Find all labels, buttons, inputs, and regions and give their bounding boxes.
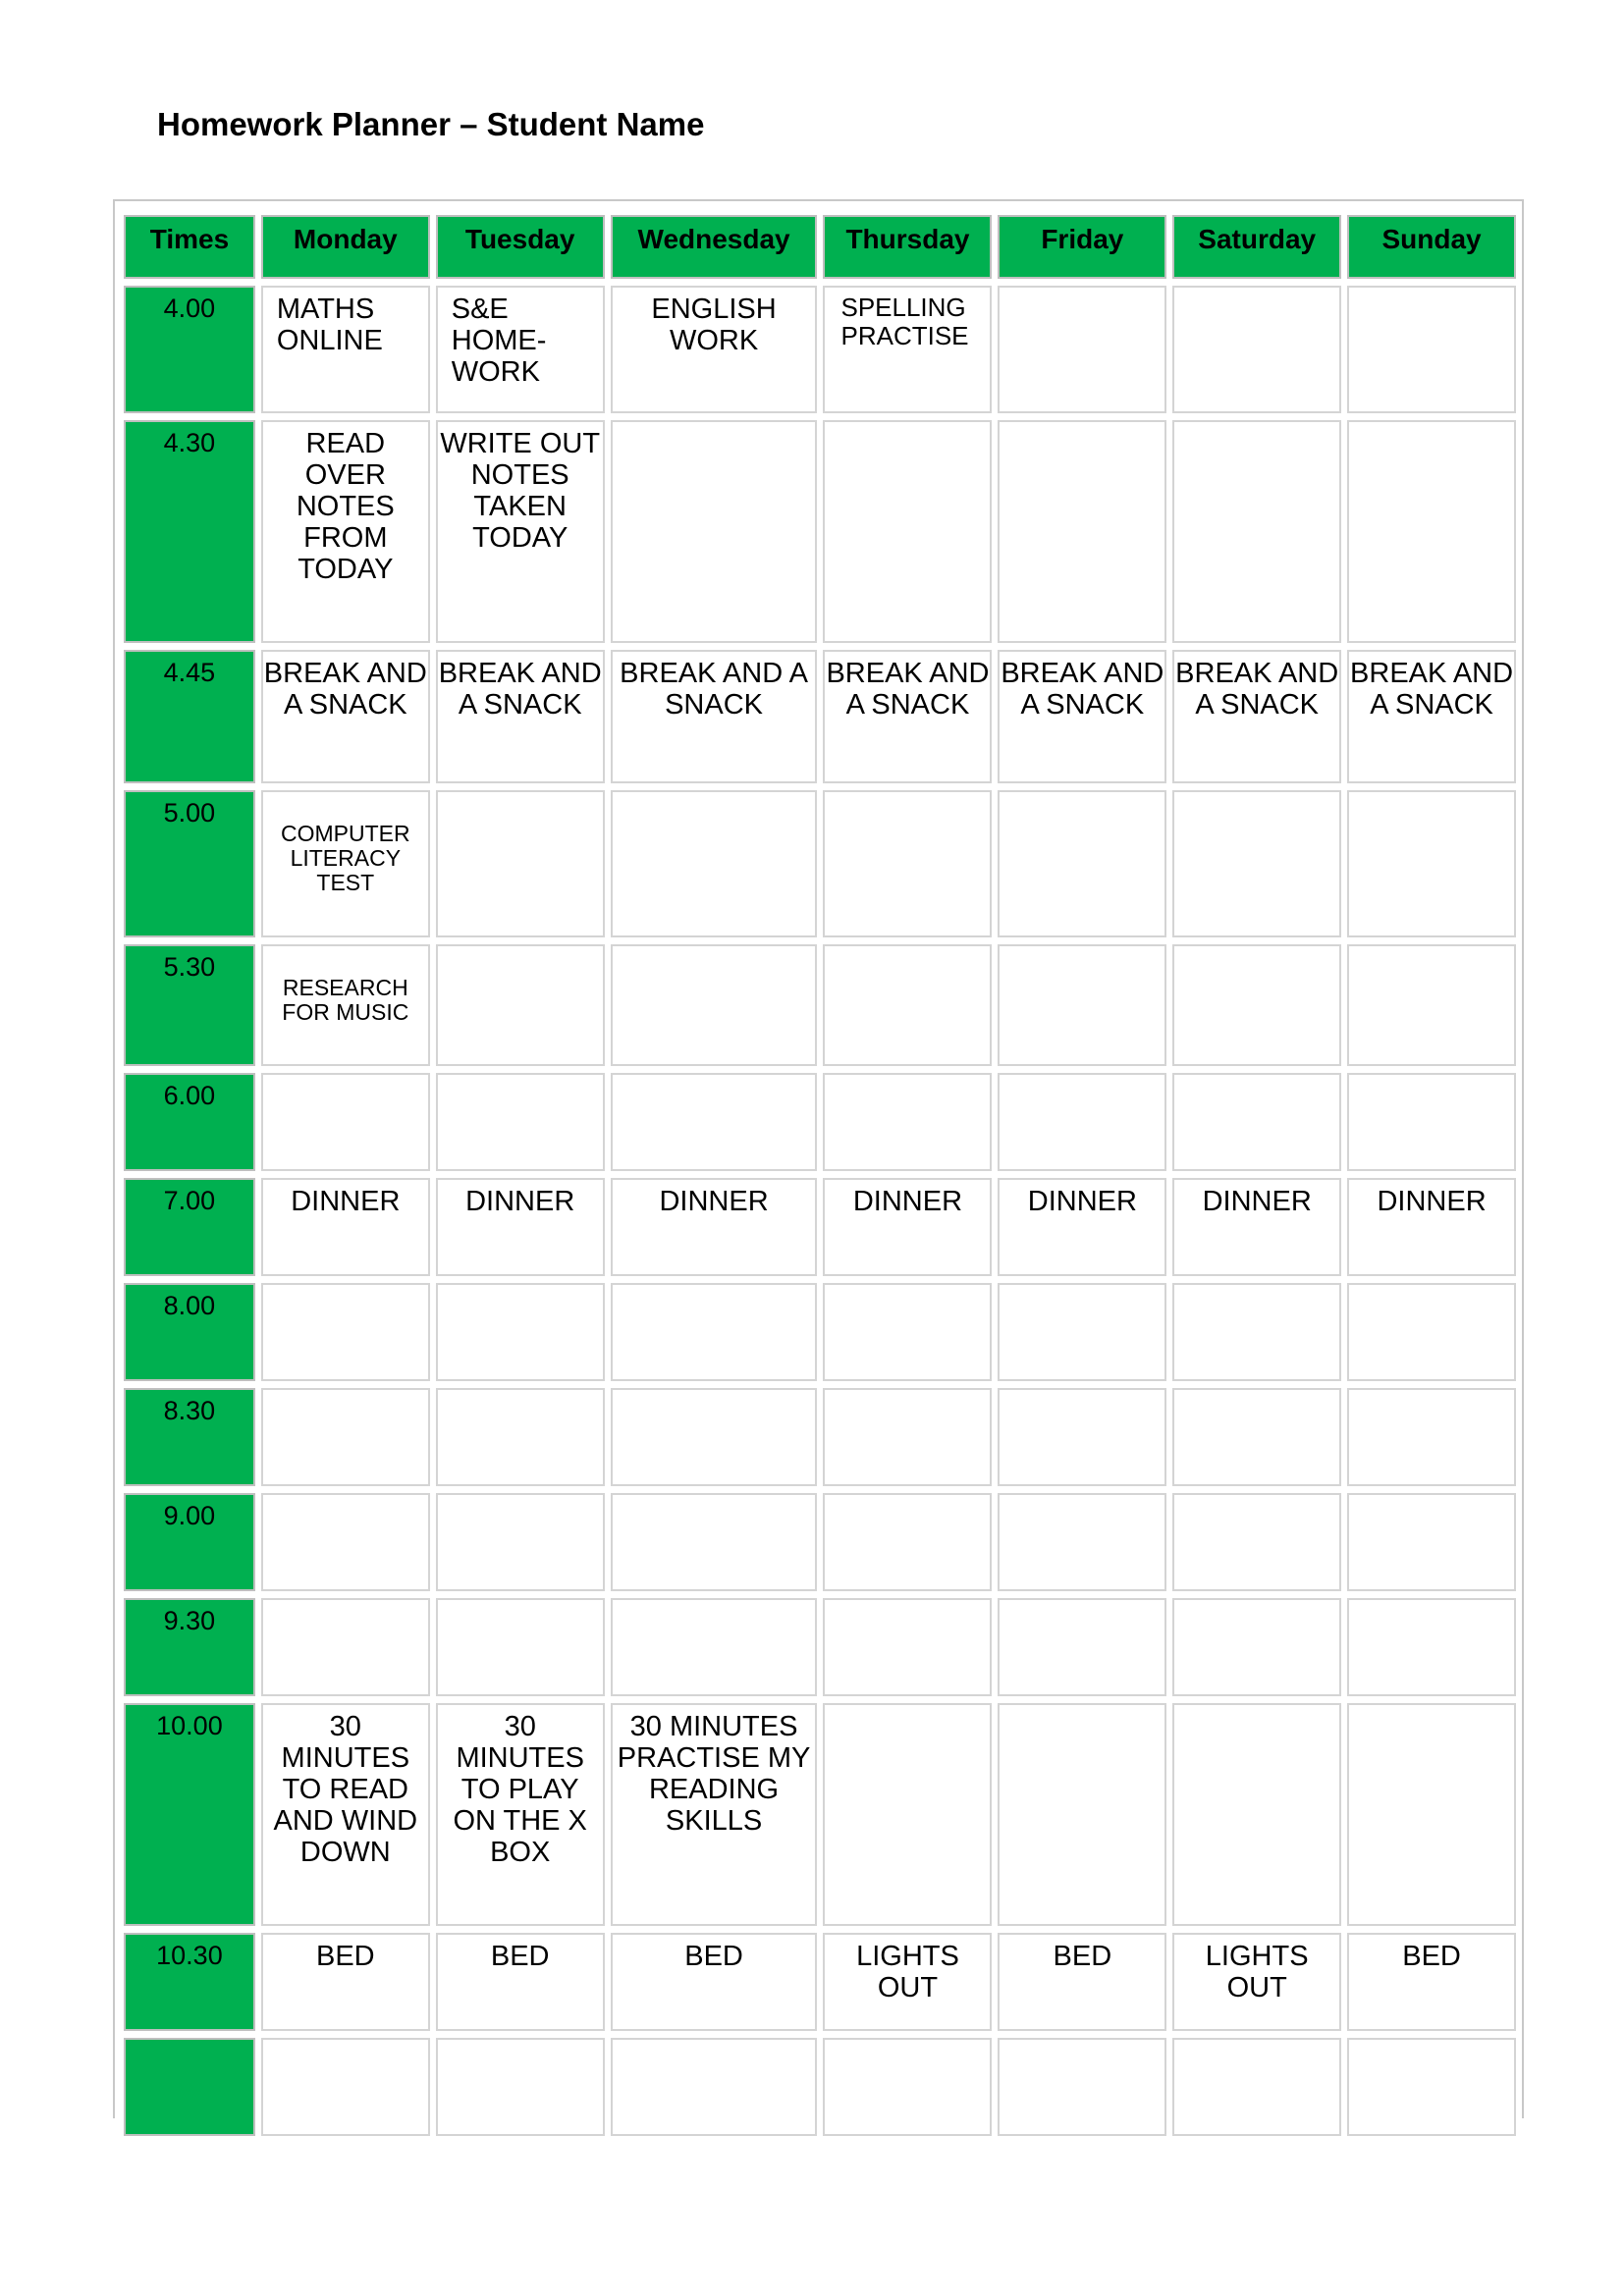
- cell-friday: BREAK AND A SNACK: [998, 650, 1166, 783]
- cell-monday: BED: [261, 1933, 430, 2031]
- cell-friday: [998, 1493, 1166, 1591]
- cell-tuesday: [436, 790, 605, 937]
- cell-monday: RESEARCH FOR MUSIC: [261, 944, 430, 1066]
- table-row: [124, 944, 1516, 1066]
- time-cell: 9.00: [124, 1493, 255, 1591]
- cell-saturday: [1172, 286, 1341, 413]
- time-cell: 4.45: [124, 650, 255, 783]
- cell-monday: MATHS ONLINE: [261, 286, 430, 413]
- table-row: [124, 1388, 1516, 1486]
- cell-tuesday: [436, 2038, 605, 2136]
- table-row: [124, 1598, 1516, 1696]
- time-cell: 10.00: [124, 1703, 255, 1926]
- cell-wednesday: [611, 2038, 818, 2136]
- cell-wednesday: [611, 944, 818, 1066]
- cell-monday: [261, 1388, 430, 1486]
- cell-thursday: [823, 420, 992, 643]
- cell-monday: [261, 1073, 430, 1171]
- cell-saturday: BREAK AND A SNACK: [1172, 650, 1341, 783]
- table-row: [124, 286, 1516, 413]
- cell-tuesday: DINNER: [436, 1178, 605, 1276]
- cell-wednesday: [611, 1598, 818, 1696]
- cell-saturday: [1172, 944, 1341, 1066]
- cell-monday: [261, 1283, 430, 1381]
- cell-tuesday: S&E HOME-WORK: [436, 286, 605, 413]
- cell-wednesday: [611, 1493, 818, 1591]
- cell-tuesday: WRITE OUT NOTES TAKEN TODAY: [436, 420, 605, 643]
- cell-thursday: [823, 790, 992, 937]
- table-row: [124, 650, 1516, 783]
- header-sunday: Sunday: [1347, 215, 1516, 279]
- cell-sunday: [1347, 1493, 1516, 1591]
- cell-monday: BREAK AND A SNACK: [261, 650, 430, 783]
- cell-friday: BED: [998, 1933, 1166, 2031]
- cell-saturday: [1172, 1388, 1341, 1486]
- cell-tuesday: [436, 1388, 605, 1486]
- cell-sunday: [1347, 790, 1516, 937]
- cell-thursday: LIGHTS OUT: [823, 1933, 992, 2031]
- cell-friday: [998, 2038, 1166, 2136]
- time-cell: 4.30: [124, 420, 255, 643]
- cell-sunday: [1347, 1703, 1516, 1926]
- time-cell: 6.00: [124, 1073, 255, 1171]
- cell-wednesday: DINNER: [611, 1178, 818, 1276]
- header-thursday: Thursday: [823, 215, 992, 279]
- header-friday: Friday: [998, 215, 1166, 279]
- cell-thursday: [823, 1283, 992, 1381]
- cell-sunday: [1347, 286, 1516, 413]
- cell-monday: 30 MINUTES TO READ AND WIND DOWN: [261, 1703, 430, 1926]
- cell-monday: [261, 1598, 430, 1696]
- cell-wednesday: ENGLISH WORK: [611, 286, 818, 413]
- cell-tuesday: [436, 1073, 605, 1171]
- table-row: [124, 1933, 1516, 2031]
- header-tuesday: Tuesday: [436, 215, 605, 279]
- table-row: [124, 2038, 1516, 2136]
- cell-wednesday: [611, 420, 818, 643]
- homework-planner-table: [113, 199, 1524, 2118]
- cell-thursday: [823, 1703, 992, 1926]
- cell-tuesday: [436, 1493, 605, 1591]
- cell-sunday: BED: [1347, 1933, 1516, 2031]
- cell-friday: [998, 1283, 1166, 1381]
- cell-wednesday: [611, 1388, 818, 1486]
- cell-saturday: [1172, 1493, 1341, 1591]
- cell-saturday: [1172, 420, 1341, 643]
- page-title: Homework Planner – Student Name: [157, 106, 705, 142]
- cell-friday: [998, 420, 1166, 643]
- cell-friday: [998, 1598, 1166, 1696]
- cell-saturday: [1172, 790, 1341, 937]
- cell-saturday: [1172, 1598, 1341, 1696]
- table-row: [124, 790, 1516, 937]
- time-cell: 5.00: [124, 790, 255, 937]
- cell-sunday: [1347, 1598, 1516, 1696]
- cell-monday: [261, 1493, 430, 1591]
- header-saturday: Saturday: [1172, 215, 1341, 279]
- cell-thursday: [823, 1388, 992, 1486]
- header-row: [124, 215, 1516, 279]
- cell-sunday: [1347, 1283, 1516, 1381]
- time-cell: [124, 2038, 255, 2136]
- cell-tuesday: BREAK AND A SNACK: [436, 650, 605, 783]
- cell-friday: DINNER: [998, 1178, 1166, 1276]
- cell-wednesday: BED: [611, 1933, 818, 2031]
- cell-sunday: [1347, 2038, 1516, 2136]
- cell-saturday: [1172, 2038, 1341, 2136]
- cell-sunday: DINNER: [1347, 1178, 1516, 1276]
- planner-grid: [118, 208, 1522, 2143]
- cell-sunday: [1347, 420, 1516, 643]
- time-cell: 7.00: [124, 1178, 255, 1276]
- table-row: [124, 1283, 1516, 1381]
- time-cell: 9.30: [124, 1598, 255, 1696]
- cell-tuesday: [436, 1283, 605, 1381]
- cell-sunday: BREAK AND A SNACK: [1347, 650, 1516, 783]
- cell-saturday: [1172, 1073, 1341, 1171]
- cell-friday: [998, 790, 1166, 937]
- cell-tuesday: 30 MINUTES TO PLAY ON THE X BOX: [436, 1703, 605, 1926]
- time-cell: 8.30: [124, 1388, 255, 1486]
- cell-sunday: [1347, 1073, 1516, 1171]
- table-row: [124, 1073, 1516, 1171]
- cell-saturday: [1172, 1283, 1341, 1381]
- cell-thursday: DINNER: [823, 1178, 992, 1276]
- time-cell: 5.30: [124, 944, 255, 1066]
- cell-friday: [998, 1388, 1166, 1486]
- cell-tuesday: BED: [436, 1933, 605, 2031]
- time-cell: 8.00: [124, 1283, 255, 1381]
- header-monday: Monday: [261, 215, 430, 279]
- cell-saturday: DINNER: [1172, 1178, 1341, 1276]
- header-wednesday: Wednesday: [611, 215, 818, 279]
- cell-friday: [998, 286, 1166, 413]
- cell-thursday: [823, 1073, 992, 1171]
- cell-thursday: [823, 944, 992, 1066]
- cell-friday: [998, 1703, 1166, 1926]
- header-times: Times: [124, 215, 255, 279]
- cell-thursday: [823, 2038, 992, 2136]
- cell-sunday: [1347, 1388, 1516, 1486]
- cell-monday: DINNER: [261, 1178, 430, 1276]
- table-row: [124, 1493, 1516, 1591]
- cell-tuesday: [436, 1598, 605, 1696]
- cell-monday: READ OVER NOTES FROM TODAY: [261, 420, 430, 643]
- cell-tuesday: [436, 944, 605, 1066]
- cell-friday: [998, 1073, 1166, 1171]
- cell-thursday: BREAK AND A SNACK: [823, 650, 992, 783]
- cell-friday: [998, 944, 1166, 1066]
- time-cell: 4.00: [124, 286, 255, 413]
- cell-thursday: [823, 1598, 992, 1696]
- cell-wednesday: [611, 790, 818, 937]
- table-row: [124, 1178, 1516, 1276]
- cell-saturday: [1172, 1703, 1341, 1926]
- cell-wednesday: [611, 1283, 818, 1381]
- cell-wednesday: [611, 1073, 818, 1171]
- table-row: [124, 420, 1516, 643]
- cell-sunday: [1347, 944, 1516, 1066]
- cell-monday: COMPUTER LITERACY TEST: [261, 790, 430, 937]
- cell-thursday: SPELLING PRACTISE: [823, 286, 992, 413]
- cell-monday: [261, 2038, 430, 2136]
- time-cell: 10.30: [124, 1933, 255, 2031]
- cell-thursday: [823, 1493, 992, 1591]
- cell-saturday: LIGHTS OUT: [1172, 1933, 1341, 2031]
- table-row: [124, 1703, 1516, 1926]
- planner-body: [124, 286, 1516, 2136]
- cell-wednesday: BREAK AND A SNACK: [611, 650, 818, 783]
- cell-wednesday: 30 MINUTES PRACTISE MY READING SKILLS: [611, 1703, 818, 1926]
